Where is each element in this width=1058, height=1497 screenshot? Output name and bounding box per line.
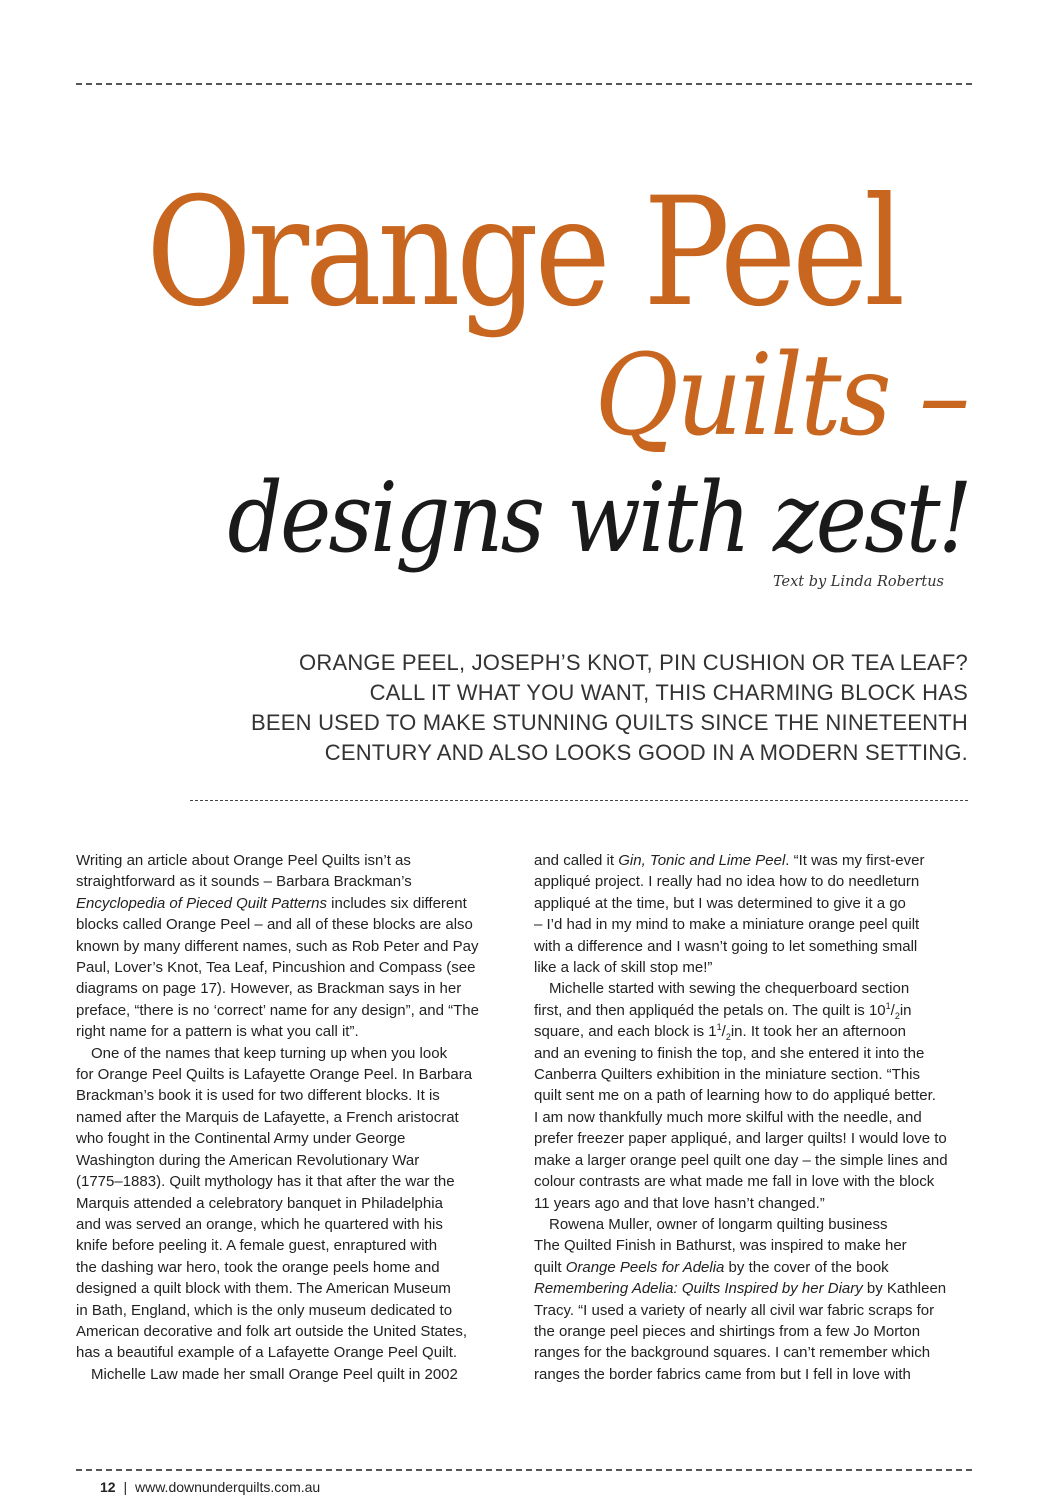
- body-line: Tracy. “I used a variety of nearly all civil war fabric scraps for: [534, 1301, 935, 1319]
- body-line: Marquis attended a celebratory banquet in Philadelphia: [76, 1194, 443, 1212]
- body-line: Paul, Lover’s Knot, Tea Leaf, Pincushion and Compass (see: [76, 959, 476, 977]
- website-link[interactable]: www.downunderquilts.com.au: [135, 1479, 321, 1495]
- body-line: [534, 1278, 964, 1299]
- article-column-left: [76, 850, 506, 1385]
- body-line: right name for a pattern is what you call it”.: [76, 1023, 359, 1041]
- fraction-slash: /: [721, 1023, 726, 1041]
- body-line: named after the Marquis de Lafayette, a French aristocrat: [76, 1108, 459, 1126]
- text-run: . “It was my first-ever: [785, 852, 925, 869]
- quilt-title-italic: Orange Peels for Adelia: [565, 1258, 725, 1276]
- body-line: knife before peeling it. A female guest, enraptured with: [76, 1237, 438, 1255]
- body-line: Rowena Muller, owner of longarm quilting business: [549, 1215, 888, 1233]
- footer-row: [100, 1480, 320, 1494]
- body-line: quilt sent me on a path of learning how to do appliqué better.: [534, 1087, 936, 1105]
- body-line: – I’d had in my mind to make a miniature orange peel quilt: [534, 916, 920, 934]
- body-line: who fought in the Continental Army under George: [76, 1130, 406, 1148]
- body-line: [534, 850, 964, 871]
- body-line-rest: includes six different: [326, 894, 467, 912]
- body-line: blocks called Orange Peel – and all of these blocks are also: [76, 916, 473, 934]
- text-run: in. It took her an afternoon: [730, 1023, 906, 1041]
- body-line: known by many different names, such as Rob Peter and Pay: [76, 937, 479, 955]
- body-line: 11 years ago and that love hasn’t changed.”: [534, 1194, 825, 1212]
- body-line: designed a quilt block with them. The American Museum: [76, 1280, 451, 1298]
- body-line: [534, 1000, 964, 1021]
- body-line: I am now thankfully much more skilful with the needle, and: [534, 1108, 922, 1126]
- text-run: square, and each block is 1: [534, 1023, 717, 1041]
- title-line-quilts: Quilts –: [594, 331, 968, 461]
- fraction-denominator: 2: [725, 1032, 731, 1043]
- text-run: first, and then appliquéd the petals on. The quilt is 10: [534, 1001, 886, 1019]
- body-line: the orange peel pieces and shirtings from a few Jo Morton: [534, 1322, 921, 1340]
- body-line: [534, 1021, 964, 1042]
- article-column-right: [534, 850, 964, 1385]
- body-line: the dashing war hero, took the orange peels home and: [76, 1258, 440, 1276]
- body-line: Canberra Quilters exhibition in the miniature section. “This: [534, 1066, 921, 1084]
- body-line: American decorative and folk art outside the United States,: [76, 1322, 468, 1340]
- body-line: Brackman’s book it is used for two different blocks. It is: [76, 1087, 440, 1105]
- page-number: 12: [100, 1479, 116, 1495]
- body-line: prefer freezer paper appliqué, and larger quilts! I would love to: [534, 1130, 947, 1148]
- bottom-dashed-rule: [76, 1469, 972, 1471]
- fraction-numerator: 1: [716, 1022, 722, 1033]
- body-line: (1775–1883). Quilt mythology has it that after the war the: [76, 1173, 455, 1191]
- fraction-denominator: 2: [894, 1010, 900, 1021]
- top-dashed-rule: [76, 83, 972, 85]
- intro-standfirst: [248, 648, 968, 768]
- body-line: make a larger orange peel quilt one day – the simple lines and: [534, 1151, 948, 1169]
- body-line: like a lack of skill stop me!”: [534, 959, 713, 977]
- quilt-title-italic: Gin, Tonic and Lime Peel: [618, 852, 786, 869]
- intro-line: CENTURY AND ALSO LOOKS GOOD IN A MODERN SETTING.: [324, 740, 968, 765]
- text-run: in: [899, 1001, 912, 1019]
- body-line: ranges for the background squares. I can’t remember which: [534, 1344, 931, 1362]
- body-line: Michelle started with sewing the chequerboard section: [549, 980, 910, 998]
- body-line: and was served an orange, which he quartered with his: [76, 1215, 443, 1233]
- intro-line: CALL IT WHAT YOU WANT, THIS CHARMING BLOCK HAS: [369, 680, 968, 705]
- fraction-numerator: 1: [885, 1000, 891, 1011]
- body-line: appliqué project. I really had no idea how to do needleturn: [534, 873, 920, 891]
- book-title-italic: Remembering Adelia: Quilts Inspired by her Diary: [534, 1280, 863, 1298]
- text-run: by Kathleen: [862, 1280, 947, 1298]
- body-line: with a difference and I wasn’t going to let something small: [534, 937, 918, 955]
- intro-dashed-rule: [190, 800, 968, 801]
- body-line: for Orange Peel Quilts is Lafayette Orange Peel. In Barbara: [76, 1066, 473, 1084]
- body-line: Washington during the American Revolutionary War: [76, 1151, 420, 1169]
- title-line-designs-with-zest: designs with zest!: [227, 462, 970, 574]
- body-line: ranges the border fabrics came from but I fell in love with: [534, 1365, 911, 1383]
- intro-line: BEEN USED TO MAKE STUNNING QUILTS SINCE THE NINETEENTH: [251, 710, 968, 735]
- intro-line: ORANGE PEEL, JOSEPH’S KNOT, PIN CUSHION OR TEA LEAF?: [299, 650, 968, 675]
- body-line: and an evening to finish the top, and she entered it into the: [534, 1044, 925, 1062]
- body-line: preface, “there is no ‘correct’ name for any design”, and “The: [76, 1001, 479, 1019]
- body-line: in Bath, England, which is the only museum dedicated to: [76, 1301, 453, 1319]
- text-run: quilt: [534, 1258, 566, 1276]
- fraction-slash: /: [890, 1001, 895, 1019]
- text-run: and called it: [534, 852, 619, 869]
- text-run: by the cover of the book: [724, 1258, 889, 1276]
- body-line: Michelle Law made her small Orange Peel quilt in 2002: [91, 1365, 458, 1383]
- body-line: has a beautiful example of a Lafayette Orange Peel Quilt.: [76, 1344, 458, 1362]
- body-line: One of the names that keep turning up when you look: [91, 1044, 448, 1062]
- footer-separator: |: [123, 1479, 128, 1495]
- body-line: [76, 893, 506, 914]
- title-line-orange-peel: Orange Peel: [146, 166, 901, 340]
- body-line: [534, 1257, 964, 1278]
- body-line: The Quilted Finish in Bathurst, was inspired to make her: [534, 1237, 907, 1255]
- body-line: appliqué at the time, but I was determined to give it a go: [534, 894, 906, 912]
- body-line: diagrams on page 17). However, as Brackman says in her: [76, 980, 462, 998]
- book-title-italic: Encyclopedia of Pieced Quilt Patterns: [76, 894, 327, 912]
- body-line: straightforward as it sounds – Barbara Brackman’s: [76, 873, 412, 891]
- body-line: colour contrasts are what made me fall in love with the block: [534, 1173, 935, 1191]
- byline: Text by Linda Robertus: [772, 574, 944, 590]
- body-line: Writing an article about Orange Peel Quilts isn’t as: [76, 852, 411, 869]
